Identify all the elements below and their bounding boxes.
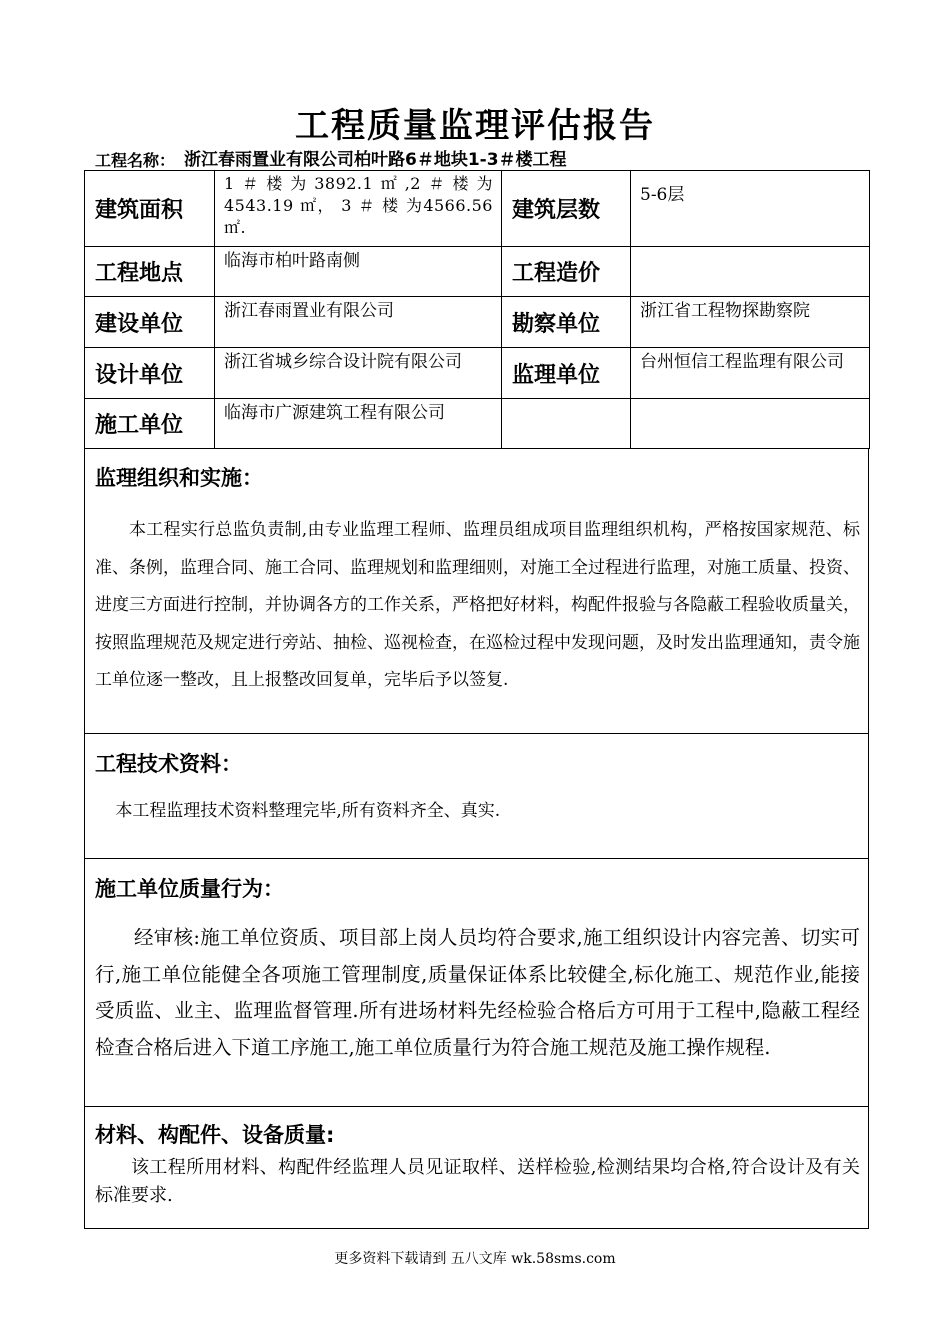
section-body: 经审核:施工单位资质、项目部上岗人员均符合要求,施工组织设计内容完善、切实可行,施工单位能健全各项施工管理制度,质量保证体系比较健全,标化施工、规范作业,能接受质监、业主、监理监督管理.所有进场材料先经检验合格后方可用于工程中,隐蔽工程经检查合格后进入下道工序施工,施工单位质量行为符合施工规范及施工操作规程.: [95, 926, 860, 1059]
section-title: 工程技术资料：: [95, 752, 242, 776]
table-row: [85, 171, 870, 247]
area-value: 1＃楼为3892.1㎡,2＃楼为4543.19 ㎡， 3 ＃ 楼 为4566.56㎡.: [215, 171, 502, 247]
owner-value: 浙江春雨置业有限公司: [215, 297, 502, 348]
location-label: 工程地点: [85, 247, 215, 297]
builder-value: 临海市广源建筑工程有限公司: [215, 399, 502, 449]
project-info-table: [84, 170, 870, 449]
table-row: [85, 297, 870, 348]
section-title: 施工单位质量行为：: [95, 877, 284, 901]
footer-text: 更多资料下载请到 五八文库 wk.58sms.com: [334, 1251, 616, 1267]
empty-cell: [502, 399, 631, 449]
project-name-value: 浙江春雨置业有限公司柏叶路6＃地块1-3＃楼工程: [184, 150, 567, 170]
section-body: 本工程实行总监负责制,由专业监理工程师、监理员组成项目监理组织机构，严格按国家规范、标准、条例，监理合同、施工合同、监理规划和监理细则，对施工全过程进行监理，对施工质量、投资、进度三方面进行控制，并协调各方的工作关系，严格把好材料，构配件报验与各隐蔽工程验收质量关，按照监理规范及规定进行旁站、抽检、巡视检查，在巡检过程中发现问题，及时发出监理通知，责令施工单位逐一整改，且上报整改回复单，完毕后予以签复.: [95, 520, 860, 690]
section-title: 材料、构配件、设备质量:: [95, 1123, 335, 1147]
supervisor-value: 台州恒信工程监理有限公司: [631, 348, 870, 399]
section-body: 本工程监理技术资料整理完毕,所有资料齐全、真实.: [115, 801, 501, 821]
project-name-line: [95, 148, 575, 172]
section-body: 该工程所用材料、构配件经监理人员见证取样、送样检验,检测结果均合格,符合设计及有关标准要求.: [95, 1157, 860, 1206]
design-value: 浙江省城乡综合设计院有限公司: [215, 348, 502, 399]
cost-label: 工程造价: [502, 247, 631, 297]
builder-label: 施工单位: [85, 399, 215, 449]
floors-value: 5-6层: [631, 171, 870, 247]
section-builder-quality: [84, 859, 869, 1107]
project-name-label: 工程名称：: [95, 151, 176, 170]
floors-label: 建筑层数: [502, 171, 631, 247]
location-value: 临海市柏叶路南侧: [215, 247, 502, 297]
design-label: 设计单位: [85, 348, 215, 399]
area-label: 建筑面积: [85, 171, 215, 247]
section-technical: [84, 734, 869, 859]
supervisor-label: 监理单位: [502, 348, 631, 399]
section-materials: [84, 1107, 869, 1229]
owner-label: 建设单位: [85, 297, 215, 348]
page-title: 工程质量监理评估报告: [295, 106, 655, 146]
survey-value: 浙江省工程物探勘察院: [631, 297, 870, 348]
cost-value: [631, 247, 870, 297]
section-title: 监理组织和实施：: [95, 466, 263, 490]
table-row: [85, 399, 870, 449]
table-row: [85, 247, 870, 297]
empty-cell: [631, 399, 870, 449]
table-row: [85, 348, 870, 399]
section-organization: [84, 448, 869, 734]
survey-label: 勘察单位: [502, 297, 631, 348]
